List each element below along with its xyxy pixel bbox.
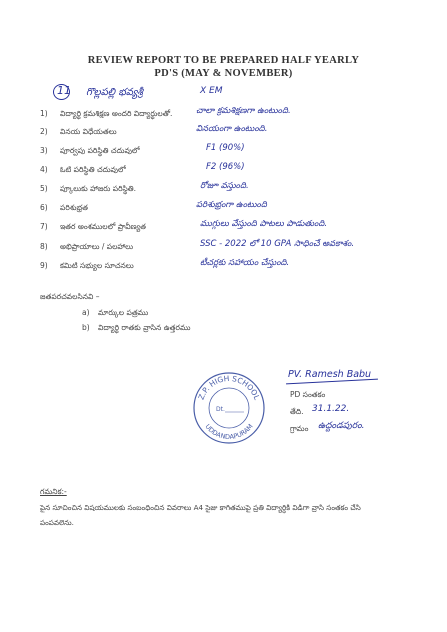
attachment-marker: a) xyxy=(82,308,90,317)
attachment-marker: b) xyxy=(82,323,90,332)
attachments-heading: జతపరచవలసినవి – xyxy=(40,292,100,301)
row-label: ప్కూలుకు హాజరు పరిస్థితి. xyxy=(60,184,137,193)
village-value: ఉద్దండపురం. xyxy=(318,421,365,431)
row-answer: వినయంగా ఉంటుంది. xyxy=(196,124,268,134)
pd-signature: PV. Ramesh Babu xyxy=(288,369,372,380)
row-answer: F1 (90%) xyxy=(206,143,245,153)
svg-text:UDDANDAPURAM: UDDANDAPURAM xyxy=(203,422,255,442)
row-label: ఇతర అంశములలో ప్రావీణ్యత xyxy=(60,222,147,231)
row-label: పూర్వపు పరిస్థితి చదువులో xyxy=(60,146,140,155)
row-answer: చాలా క్రమశిక్షణగా ఉంటుంది. xyxy=(196,106,291,116)
student-name: గొల్లపల్లి భవ్యశ్రీ xyxy=(86,87,143,98)
row-answer: పరిశుభ్రంగా ఉంటుంది xyxy=(196,200,267,210)
row-number: 1) xyxy=(40,109,48,118)
row-number: 6) xyxy=(40,203,48,212)
date-label: తేది. xyxy=(290,407,304,416)
pd-label: PD సంతకం xyxy=(290,390,326,399)
report-title: REVIEW REPORT TO BE PREPARED HALF YEARLY xyxy=(87,55,360,66)
school-seal-stamp xyxy=(192,371,266,445)
svg-text:Z.P. HIGH SCHOOL: Z.P. HIGH SCHOOL xyxy=(196,373,262,402)
note-line-2: పంపవలెను. xyxy=(40,518,74,527)
row-label: విద్యార్థి క్రమశిక్షణ అందరి విద్యార్థులతో. xyxy=(60,109,173,118)
attachment-item: విద్యార్థి రాతకు వ్రాసిన ఉత్తరము xyxy=(98,323,191,332)
row-label: అభిప్రాయాలు / పలహాలు xyxy=(60,242,134,251)
row-answer: ముగ్గులు వేస్తుంది పాటలు పాడుతుంది. xyxy=(200,219,328,229)
date-value: 31.1.22. xyxy=(312,404,350,414)
row-number: 5) xyxy=(40,184,48,193)
note-heading: గమనిక:- xyxy=(40,487,67,496)
row-label: వినయ విధేయతలు xyxy=(60,127,117,136)
row-answer: SSC - 2022 లో 10 GPA సాధించే అవకాశం. xyxy=(200,239,355,249)
note-line-1: పైన సూచించిన విషయములకు సంబంధించిన వివరాలు A4 సైజు కాగితముపై ప్రతి విద్యార్థికి విడిగా వ్రాసి సంతకం చేసి xyxy=(40,503,361,512)
row-answer: టీచర్లకు సహాయం చేస్తుంది. xyxy=(200,258,290,268)
row-answer: రోజూ వస్తుంది. xyxy=(200,181,249,191)
row-number: 9) xyxy=(40,261,48,270)
student-class: X EM xyxy=(200,86,223,96)
attachment-item: మార్కుల పత్రము xyxy=(98,308,149,317)
row-label: ఓటి పరిస్థితి చదువులో xyxy=(60,165,126,174)
student-number: 11 xyxy=(57,84,71,97)
row-answer: F2 (96%) xyxy=(206,162,245,172)
village-label: గ్రామం xyxy=(290,424,309,433)
row-number: 2) xyxy=(40,127,48,136)
row-number: 3) xyxy=(40,146,48,155)
row-number: 7) xyxy=(40,222,48,231)
report-subtitle: PD'S (MAY & NOVEMBER) xyxy=(154,68,293,79)
row-number: 8) xyxy=(40,242,48,251)
row-label: కమిటి సభ్యుల సూచనలు xyxy=(60,261,134,270)
row-label: పరిశుభ్రత xyxy=(60,203,88,212)
svg-text:Dt.: Dt. xyxy=(216,406,225,413)
row-number: 4) xyxy=(40,165,48,174)
